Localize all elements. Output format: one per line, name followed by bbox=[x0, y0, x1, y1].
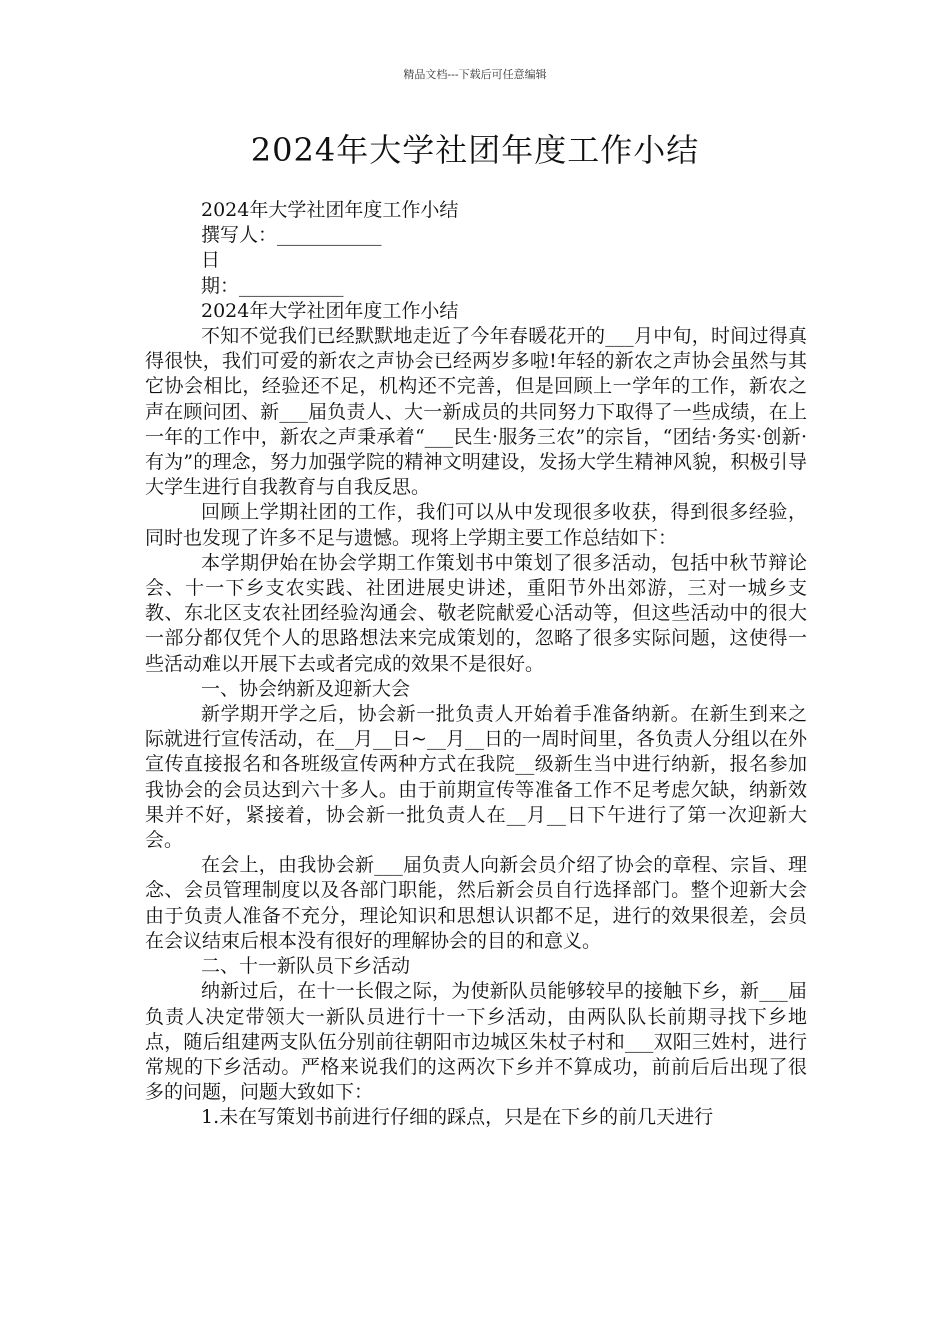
paragraph-recruitment: 新学期开学之后，协会新一批负责人开始着手准备纳新。在新生到来之际就进行宣传活动，在__月__日~__月__日的一周时间里，各负责人分组以在外宣传直接报名和各班级宣传两种方式在我院__级新生当中进行纳新，报名参加我协会的会员达到六十多人。由于前期宣传等准备工作不足考虑欠缺，纳新效果并不好，紧接着，协会新一批负责人在__月__日下午进行了第一次迎新大会。 bbox=[145, 703, 807, 852]
subtitle-repeat: 2024年大学社团年度工作小结 bbox=[201, 299, 459, 322]
date-line-2: 期：___________ bbox=[201, 274, 344, 297]
paragraph-problem-1: 1.未在写策划书前进行仔细的踩点，只是在下乡的前几天进行 bbox=[201, 1106, 714, 1129]
paragraph-intro: 不知不觉我们已经默默地走近了今年春暖花开的___月中旬，时间过得真得很快，我们可爱的新农之声协会已经两岁多啦!年轻的新农之声协会虽然与其它协会相比，经验还不足，机构还不完善，但是回顾上一学年的工作，新农之声在顾问团、新___届负责人、大一新成员的共同努力下取得了一些成绩，在上一年的工作中，新农之声秉承着“___民生·服务三农”的宗旨，“团结·务实·创新·有为”的理念，努力加强学院的精神文明建设，发扬大学生精神风貌，积极引导大学生进行自我教育与自我反思。 bbox=[145, 325, 807, 499]
section-heading-2: 二、十一新队员下乡活动 bbox=[201, 955, 411, 978]
author-line: 撰写人：___________ bbox=[201, 224, 382, 247]
paragraph-welcome-meeting: 在会上，由我协会新___届负责人向新会员介绍了协会的章程、宗旨、理念、会员管理制度以及各部门职能，然后新会员自行选择部门。整个迎新大会由于负责人准备不充分，理论知识和思想认识都不足，进行的效果很差，会员在会议结束后根本没有很好的理解协会的目的和意义。 bbox=[145, 854, 807, 952]
subtitle: 2024年大学社团年度工作小结 bbox=[201, 199, 459, 221]
document-title: 2024年大学社团年度工作小结 bbox=[250, 131, 700, 169]
page-header-note: 精品文档---下载后可任意编辑 bbox=[403, 68, 547, 81]
section-heading-1: 一、协会纳新及迎新大会 bbox=[201, 677, 411, 700]
document-body bbox=[145, 198, 807, 1131]
paragraph-review: 回顾上学期社团的工作，我们可以从中发现很多收获，得到很多经验，同时也发现了许多不足与遗憾。现将上学期主要工作总结如下： bbox=[145, 501, 807, 549]
paragraph-activities: 本学期伊始在协会学期工作策划书中策划了很多活动，包括中秋节辩论会、十一下乡支农实践、社团进展史讲述，重阳节外出郊游，三对一城乡支教、东北区支农社团经验沟通会、敬老院献爱心活动等，但这些活动中的很大一部分都仅凭个人的思路想法来完成策划的，忽略了很多实际问题，这使得一些活动难以开展下去或者完成的效果不是很好。 bbox=[145, 551, 807, 675]
date-line-1: 日 bbox=[201, 249, 221, 272]
paragraph-rural-trip: 纳新过后，在十一长假之际，为使新队员能够较早的接触下乡，新___届负责人决定带领大一新队员进行十一下乡活动，由两队队长前期寻找下乡地点，随后组建两支队伍分别前往朝阳市边城区朱杖子村和___双阳三姓村，进行常规的下乡活动。严格来说我们的这两次下乡并不算成功，前前后后出现了很多的问题，问题大致如下： bbox=[145, 980, 807, 1104]
